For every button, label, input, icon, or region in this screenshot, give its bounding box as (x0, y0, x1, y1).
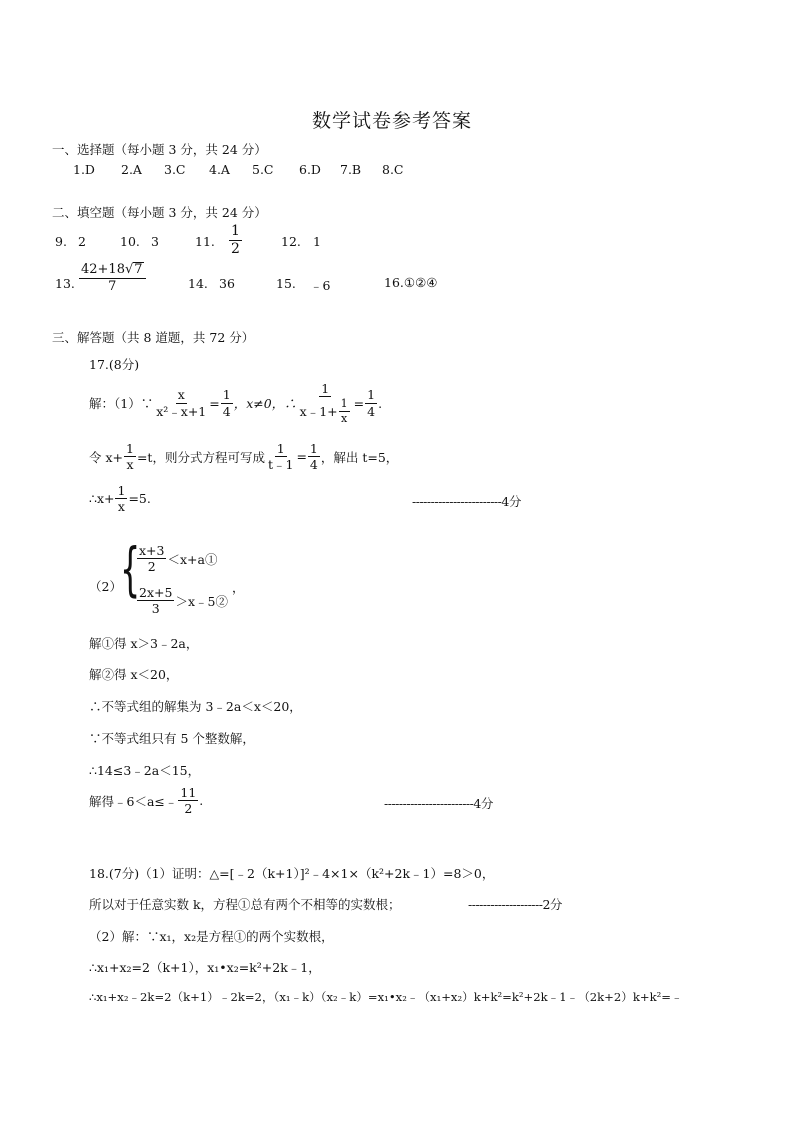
choice-answer: 8.C (382, 162, 404, 177)
choice-answer: 4.A (209, 162, 230, 177)
fill-label: 10. (120, 234, 140, 249)
q17-line5: 解②得 x＜20， (89, 667, 179, 682)
question-label: 17.(8分) (89, 357, 140, 372)
page-title: 数学试卷参考答案 (312, 110, 473, 132)
fill-label: 13. (55, 276, 75, 291)
q17-line9: 解得﹣6＜a≤﹣ $\frac{11}{2}$ . (89, 785, 204, 817)
fill-label: 14. (188, 276, 208, 291)
score-marker: ------------------------4分 (384, 796, 493, 811)
choice-answer: 6.D (299, 162, 321, 177)
q17-line2: 令 x+ $\frac{1}{x}$ =t，则分式方程可写成 $\frac{1}{t﹣1}$ = $\frac{1}{4}$ ，解出 t=5， (89, 441, 399, 473)
score-marker: ------------------------4分 (412, 494, 521, 509)
fill-answer: 2 (78, 234, 86, 249)
fill-label: 12. (281, 234, 301, 249)
fill-label: 9. (55, 234, 67, 249)
q18-line4: ∴x₁+x₂=2（k+1），x₁•x₂=k²+2k﹣1， (89, 960, 321, 975)
section2-heading: 二、填空题（每小题 3 分，共 24 分） (52, 205, 267, 220)
fill-answer: 3 (151, 234, 159, 249)
q17-line1: 解：（1）∵ $\frac{x}{\text{x²﹣x+1}}$ = $\frac{1}{4}$ ，x≠0，∴ 1 x﹣1+ $\frac{1}{x}$ = $\frac{1}{4}$ . (89, 381, 383, 425)
fill-answer: 36 (219, 276, 235, 291)
q17-line7: ∵不等式组只有 5 个整数解， (89, 731, 255, 746)
score-marker: --------------------2分 (468, 897, 562, 912)
q17-line6: ∴不等式组的解集为 3﹣2a＜x＜20， (89, 699, 302, 714)
q18-line1: 18.(7分)（1）证明：△=[﹣2（k+1）]²﹣4×1×（k²+2k﹣1）=8＞0， (89, 866, 495, 881)
q17-line8: ∴14≤3﹣2a＜15， (89, 763, 201, 778)
fill-answer: ﹣6 (310, 278, 331, 293)
fill-label: 11. (195, 234, 215, 249)
fill-label: 15. (276, 276, 296, 291)
choice-answer: 3.C (164, 162, 186, 177)
q17-line4: 解①得 x＞3﹣2a， (89, 636, 199, 651)
section3-heading: 三、解答题（共 8 道题，共 72 分） (52, 330, 255, 345)
q18-line3: （2）解：∵x₁，x₂是方程①的两个实数根， (89, 929, 334, 944)
fill-answer-fraction: $\frac{42+18√7}{7}$ (78, 262, 147, 293)
choice-answer: 7.B (340, 162, 362, 177)
inequality-row-2: $\frac{2x+5}{3}$ ＞x﹣5② (139, 585, 228, 617)
q18-line5: ∴x₁+x₂﹣2k=2（k+1）﹣2k=2，（x₁﹣k）（x₂﹣k）=x₁•x₂﹣（x₁+x₂）k+k²=k²+2k﹣1﹣（2k+2）k+k²=﹣ (89, 990, 683, 1004)
fill-answer-fraction: $\frac{1}{2}$ (231, 223, 240, 257)
part-label: （2） (89, 579, 122, 594)
fill-answer: 1 (313, 234, 321, 249)
choice-answer: 5.C (252, 162, 274, 177)
choice-answer: 2.A (121, 162, 142, 177)
left-brace-icon: { (120, 535, 141, 603)
comma: ， (232, 580, 245, 595)
fill-answer: 16.①②④ (384, 275, 438, 290)
inequality-row-1: $\frac{x+3}{2}$ ＜x+a① (139, 543, 218, 575)
section1-heading: 一、选择题（每小题 3 分，共 24 分） (52, 142, 267, 157)
q17-line3: ∴x+ $\frac{1}{x}$ =5. (89, 483, 151, 515)
q18-line2: 所以对于任意实数 k，方程①总有两个不相等的实数根； (89, 897, 401, 912)
choice-answer: 1.D (73, 162, 95, 177)
